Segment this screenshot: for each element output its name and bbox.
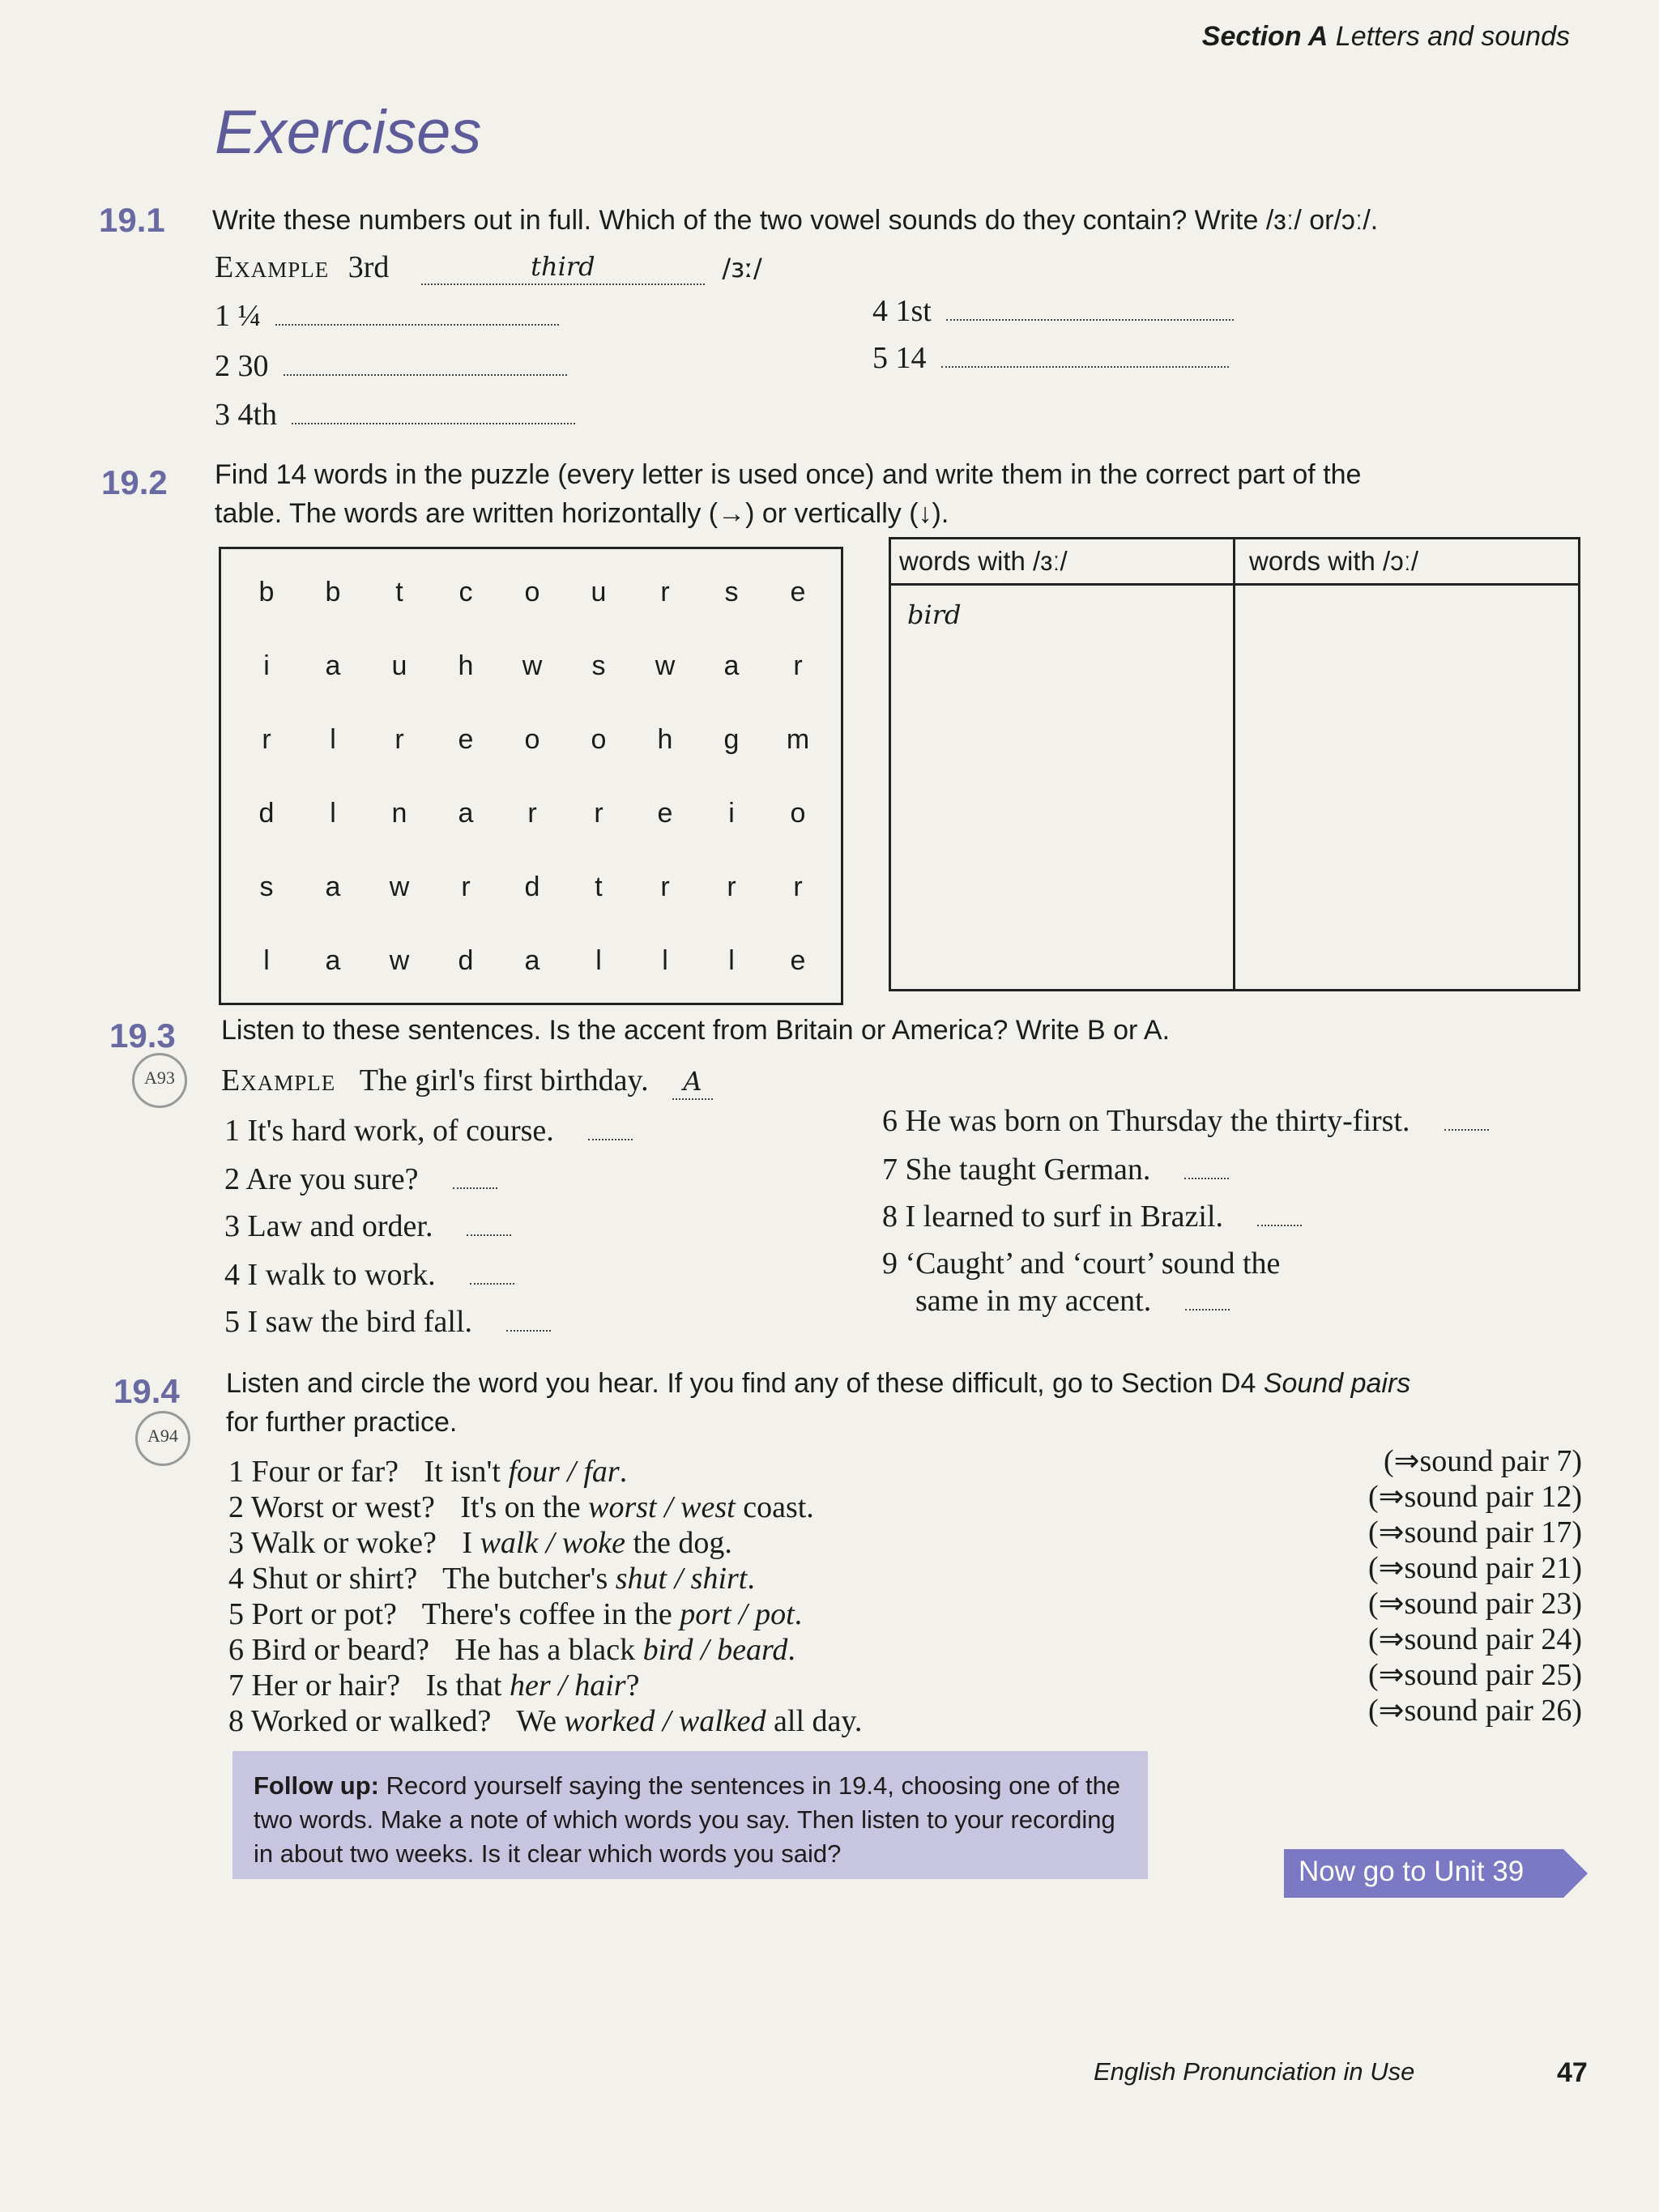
sentence-end: ? [625, 1669, 640, 1703]
item-label: 3 4th [215, 398, 278, 432]
puzzle-letter[interactable]: w [389, 872, 410, 902]
exercise-instruction-19-4 [226, 1364, 1603, 1442]
answer-line[interactable] [1185, 1308, 1230, 1311]
puzzle-letter[interactable]: g [723, 724, 740, 755]
puzzle-letter[interactable]: a [325, 945, 341, 976]
sentence-start: The butcher's [435, 1562, 616, 1596]
puzzle-letter[interactable]: h [657, 724, 673, 755]
answer-line[interactable] [1184, 1177, 1229, 1179]
item-sentence: 8 I learned to surf in Brazil. [882, 1200, 1224, 1234]
answer-line[interactable] [453, 1187, 497, 1189]
answer-area-er[interactable] [891, 588, 1231, 989]
sentence-item [228, 1703, 862, 1739]
example-answer-line [672, 1063, 713, 1100]
item-number: 1 [228, 1455, 252, 1489]
table-header-line [891, 583, 1578, 586]
sentence-start: Is that [418, 1669, 510, 1703]
sentence-item [228, 1632, 795, 1668]
puzzle-letter[interactable]: a [458, 798, 474, 829]
table-answer-bird: bird [907, 599, 962, 630]
item-question: Worked or walked? [250, 1704, 492, 1738]
sentence-end: . [794, 1597, 803, 1631]
item-sentence: 1 It's hard work, of course. [224, 1114, 554, 1148]
word-choice[interactable]: four / far [508, 1455, 620, 1489]
instruction-text: Listen and circle the word you hear. If you find any of these difficult, go to Section D4 [226, 1368, 1256, 1399]
page-number: 47 [1557, 2057, 1588, 2088]
section-title: Letters and sounds [1335, 21, 1570, 52]
sentence-item [228, 1490, 814, 1525]
table-header-or: words with /ɔː/ [1249, 546, 1419, 576]
puzzle-letter[interactable]: a [325, 872, 341, 902]
item-question: Her or hair? [251, 1669, 401, 1703]
sentence-end: coast. [735, 1490, 814, 1524]
exercise-number-19-2: 19.2 [101, 463, 168, 501]
puzzle-letter[interactable]: o [524, 577, 540, 607]
item-question: Four or far? [251, 1455, 399, 1489]
example-answer-line [421, 248, 705, 285]
word-choice[interactable]: worst / west [588, 1490, 736, 1524]
item-19-3-9 [882, 1246, 1280, 1281]
puzzle-letter[interactable]: r [394, 724, 404, 755]
follow-up-box [232, 1751, 1148, 1879]
puzzle-letter[interactable]: o [790, 798, 806, 829]
instruction-line-2: for further practice. [226, 1407, 458, 1438]
answer-line[interactable] [292, 422, 575, 424]
puzzle-letter[interactable]: i [263, 650, 270, 681]
answer-line[interactable] [284, 373, 567, 376]
sound-pair-reference: (⇒sound pair 7) [1383, 1444, 1582, 1478]
book-title: English Pronunciation in Use [1094, 2057, 1415, 2086]
sentence-end: . [787, 1633, 795, 1667]
example-label: Example [221, 1063, 336, 1097]
item-number: 2 [228, 1490, 251, 1524]
word-choice[interactable]: port / pot [680, 1597, 795, 1631]
puzzle-letter[interactable]: s [591, 650, 606, 681]
puzzle-letter[interactable]: d [458, 945, 474, 976]
item-19-3-4 [224, 1257, 514, 1293]
sentence-item [228, 1454, 627, 1490]
sound-pairs-reference: Sound pairs [1263, 1368, 1411, 1399]
item-label: 2 30 [215, 349, 269, 383]
item-19-3-6 [882, 1103, 1489, 1139]
sentence-start: It's on the [452, 1490, 589, 1524]
answer-line[interactable] [941, 365, 1229, 368]
section-header [1202, 21, 1570, 53]
puzzle-letter[interactable]: d [524, 872, 540, 902]
puzzle-letter[interactable]: r [660, 872, 670, 902]
item-sentence: 6 He was born on Thursday the thirty-first. [882, 1104, 1410, 1138]
item-19-1-4 [872, 293, 1234, 329]
example-row-19-1 [215, 249, 762, 287]
table-header-er: words with /ɜː/ [899, 546, 1068, 576]
exercise-instruction-19-2 [215, 455, 1592, 533]
sound-pair-reference: (⇒sound pair 21) [1367, 1551, 1582, 1585]
sentence-start: It isn't [416, 1455, 509, 1489]
item-19-3-3 [224, 1208, 511, 1244]
item-number: 5 [228, 1597, 252, 1631]
puzzle-letter[interactable]: b [325, 577, 341, 607]
sound-pair-reference: (⇒sound pair 26) [1367, 1694, 1582, 1728]
puzzle-letter[interactable]: m [786, 724, 810, 755]
puzzle-letter[interactable]: d [258, 798, 275, 829]
item-label: 5 14 [872, 341, 927, 375]
sound-pair-reference: (⇒sound pair 17) [1367, 1515, 1582, 1549]
item-sentence: 9 ‘Caught’ and ‘court’ sound the [882, 1247, 1281, 1281]
answer-line[interactable] [467, 1234, 511, 1236]
item-19-3-5 [224, 1304, 551, 1340]
puzzle-letter[interactable]: r [793, 872, 803, 902]
puzzle-letter[interactable]: u [391, 650, 407, 681]
exercise-number-19-4: 19.4 [113, 1372, 180, 1410]
sentence-start: There's coffee in the [414, 1597, 680, 1631]
item-19-3-8 [882, 1199, 1302, 1234]
puzzle-letter[interactable]: l [330, 798, 336, 829]
puzzle-letter[interactable]: r [527, 798, 537, 829]
puzzle-letter[interactable]: a [723, 650, 740, 681]
puzzle-letter[interactable]: e [657, 798, 673, 829]
item-question: Shut or shirt? [251, 1562, 418, 1596]
exercise-instruction-19-3: Listen to these sentences. Is the accent from Britain or America? Write B or A. [221, 1015, 1171, 1046]
puzzle-letter[interactable]: l [263, 945, 270, 976]
item-question: Walk or woke? [250, 1526, 437, 1560]
puzzle-letter[interactable]: r [793, 650, 803, 681]
puzzle-letter[interactable]: e [458, 724, 474, 755]
sentence-start: We [509, 1704, 565, 1738]
sentence-end: the dog. [625, 1526, 732, 1560]
next-unit-link[interactable] [1284, 1849, 1588, 1898]
answer-line[interactable] [1257, 1224, 1302, 1226]
item-number: 4 [228, 1562, 252, 1596]
example-item: 3rd [348, 250, 390, 284]
puzzle-letter[interactable]: t [395, 577, 403, 607]
sentence-start: I [454, 1526, 480, 1560]
item-question: Worst or west? [250, 1490, 435, 1524]
puzzle-letter[interactable]: w [389, 945, 410, 976]
sentence-end: all day. [766, 1704, 863, 1738]
answer-line[interactable] [470, 1282, 514, 1285]
item-number: 7 [228, 1669, 252, 1703]
example-sentence: The girl's first birthday. [359, 1063, 649, 1097]
sentence-item [228, 1668, 639, 1703]
item-sentence: same in my accent. [915, 1284, 1152, 1318]
item-19-1-1 [215, 298, 559, 334]
answer-table [889, 537, 1580, 991]
exercise-number-19-3: 19.3 [109, 1016, 176, 1055]
audio-track-icon-a94[interactable]: A94 [135, 1411, 190, 1466]
puzzle-letter[interactable]: h [458, 650, 474, 681]
item-19-1-3 [215, 397, 575, 433]
puzzle-letter[interactable]: i [728, 798, 735, 829]
item-19-3-7 [882, 1152, 1229, 1187]
item-sentence: 3 Law and order. [224, 1209, 433, 1243]
follow-up-label: Follow up: [254, 1771, 379, 1800]
instruction-line-2: table. The words are written horizontally (→) or vertically (↓). [215, 498, 949, 529]
puzzle-letter[interactable]: l [595, 945, 602, 976]
example-row-19-3 [221, 1063, 713, 1100]
word-choice[interactable]: walk / woke [480, 1526, 625, 1560]
item-sentence: 4 I walk to work. [224, 1258, 436, 1292]
follow-up-text [232, 1751, 1148, 1889]
item-number: 8 [228, 1704, 251, 1738]
word-choice[interactable]: bird / beard [642, 1633, 788, 1667]
item-sentence: 5 I saw the bird fall. [224, 1305, 473, 1339]
answer-line[interactable] [506, 1329, 551, 1332]
example-label: Example [215, 250, 330, 284]
item-number: 6 [228, 1633, 252, 1667]
puzzle-letter[interactable]: o [524, 724, 540, 755]
answer-line[interactable] [588, 1138, 633, 1140]
item-question: Bird or beard? [251, 1633, 429, 1667]
sentence-item [228, 1525, 732, 1561]
section-label: Section A [1201, 21, 1328, 52]
item-19-3-1 [224, 1113, 633, 1149]
answer-line[interactable] [1444, 1128, 1489, 1131]
puzzle-letter[interactable]: r [262, 724, 271, 755]
item-label: 1 ¼ [215, 299, 261, 333]
sound-pair-reference: (⇒sound pair 12) [1367, 1480, 1582, 1514]
follow-up-body: Record yourself saying the sentences in 19.4, choosing one of the two words. Make a note of which words you say. Then listen to your recording in about two weeks. Is it clear which words you said? [254, 1771, 1121, 1868]
sentence-start: He has a black [446, 1633, 643, 1667]
puzzle-letter[interactable]: l [662, 945, 668, 976]
sound-pair-reference: (⇒sound pair 24) [1367, 1622, 1582, 1656]
instruction-line-1 [226, 1364, 1603, 1403]
sentence-end: . [619, 1455, 628, 1489]
puzzle-letter[interactable]: b [258, 577, 275, 607]
puzzle-letter[interactable]: c [458, 577, 473, 607]
sound-pair-reference: (⇒sound pair 25) [1367, 1658, 1582, 1692]
example-answer: third [531, 251, 595, 282]
puzzle-letter[interactable]: w [522, 650, 543, 681]
puzzle-letter[interactable]: t [595, 872, 603, 902]
puzzle-letter[interactable]: r [660, 577, 670, 607]
sound-pair-reference: (⇒sound pair 23) [1367, 1587, 1582, 1621]
exercise-number-19-1: 19.1 [99, 201, 165, 239]
page-title: Exercises [215, 98, 482, 167]
item-19-1-2 [215, 348, 567, 384]
instruction-line-1: Find 14 words in the puzzle (every letter is used once) and write them in the correct part of the [215, 459, 1362, 490]
word-choice[interactable]: her / hair [510, 1669, 626, 1703]
puzzle-letter[interactable]: a [524, 945, 540, 976]
word-choice[interactable]: shut / shirt [615, 1562, 748, 1596]
item-label: 4 1st [872, 294, 932, 328]
puzzle-letter[interactable]: l [728, 945, 735, 976]
example-answer: A [683, 1066, 702, 1097]
puzzle-letter[interactable]: a [325, 650, 341, 681]
item-sentence: 7 She taught German. [882, 1153, 1151, 1187]
answer-area-or[interactable] [1235, 588, 1578, 989]
item-sentence: 2 Are you sure? [224, 1162, 419, 1196]
puzzle-letter[interactable]: s [259, 872, 274, 902]
item-19-3-9-cont [915, 1283, 1230, 1319]
puzzle-letter[interactable]: r [461, 872, 471, 902]
puzzle-letter[interactable]: n [391, 798, 407, 829]
puzzle-letter[interactable]: o [591, 724, 607, 755]
item-number: 3 [228, 1526, 251, 1560]
item-question: Port or pot? [251, 1597, 397, 1631]
item-19-1-5 [872, 340, 1229, 376]
audio-track-icon-a93[interactable]: A93 [132, 1053, 187, 1108]
word-choice[interactable]: worked / walked [564, 1704, 766, 1738]
next-unit-label: Now go to Unit 39 [1299, 1856, 1525, 1887]
sentence-end: . [747, 1562, 755, 1596]
item-19-3-2 [224, 1161, 497, 1197]
word-puzzle-grid [219, 547, 843, 1005]
puzzle-letter[interactable]: e [790, 945, 806, 976]
puzzle-letter[interactable]: s [724, 577, 739, 607]
puzzle-letter[interactable]: e [790, 577, 806, 607]
puzzle-letter[interactable]: u [591, 577, 607, 607]
sentence-item [228, 1561, 755, 1596]
answer-line[interactable] [275, 323, 559, 326]
puzzle-letter[interactable]: r [594, 798, 603, 829]
puzzle-letter[interactable]: w [655, 650, 676, 681]
puzzle-letter[interactable]: r [727, 872, 736, 902]
answer-line[interactable] [946, 318, 1234, 321]
sentence-item [228, 1596, 802, 1632]
example-sound: /ɜː/ [722, 253, 762, 283]
exercise-instruction-19-1: Write these numbers out in full. Which of the two vowel sounds do they contain? Write /ɜː/ or/ɔː/. [212, 205, 1379, 236]
puzzle-letter[interactable]: l [330, 724, 336, 755]
